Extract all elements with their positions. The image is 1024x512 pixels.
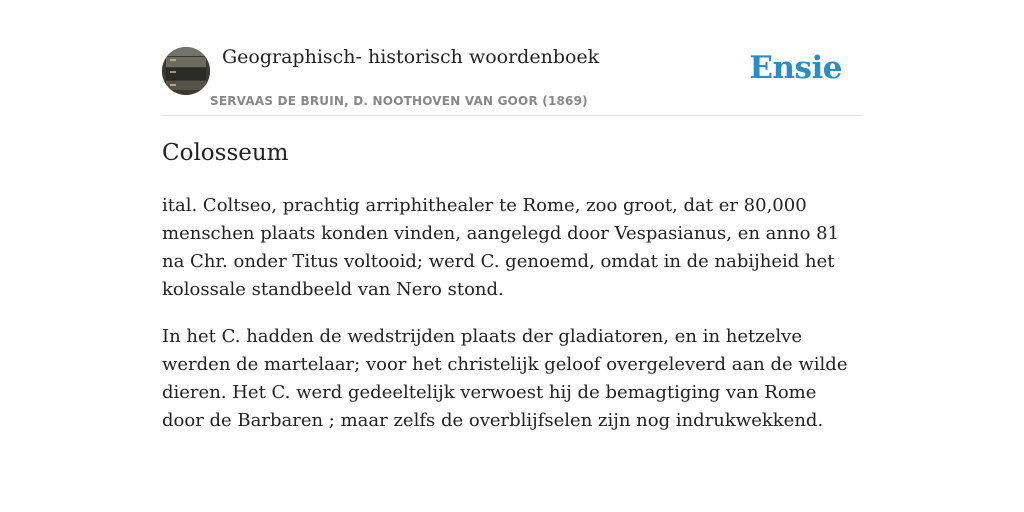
definition-paragraph: ital. Coltseo, prachtig arriphithealer te Rome, zoo groot, dat er 80,000 menschen plaats konden vinden, aangelegd door Vespasianus, en anno 81 na Chr. onder Titus voltooid; werd C. genoemd, omdat in de nabijheid het kolossale standbeeld van Nero stond. — [162, 195, 840, 300]
entry-definition — [162, 192, 862, 454]
entry-headword: Colosseum — [162, 140, 289, 166]
dictionary-author: SERVAAS DE BRUIN, D. NOOTHOVEN VAN GOOR (1869) — [210, 94, 588, 108]
definition-paragraph: In het C. hadden de wedstrijden plaats der gladiatoren, en in hetzelve werden de martelaar; voor het christelijk geloof overgeleverd aan de wilde dieren. Het C. werd gedeeltelijk verwoest hij de bemagtiging van Rome door de Barbaren ; maar zelfs de overblijfselen zijn nog indrukwekkend. — [162, 326, 848, 431]
page-container — [162, 0, 862, 431]
dictionary-header — [162, 0, 862, 116]
book-spines-icon[interactable] — [162, 47, 210, 95]
dictionary-title[interactable]: Geographisch- historisch woordenboek — [222, 46, 600, 68]
ensie-logo-link[interactable]: Ensie — [749, 50, 842, 86]
